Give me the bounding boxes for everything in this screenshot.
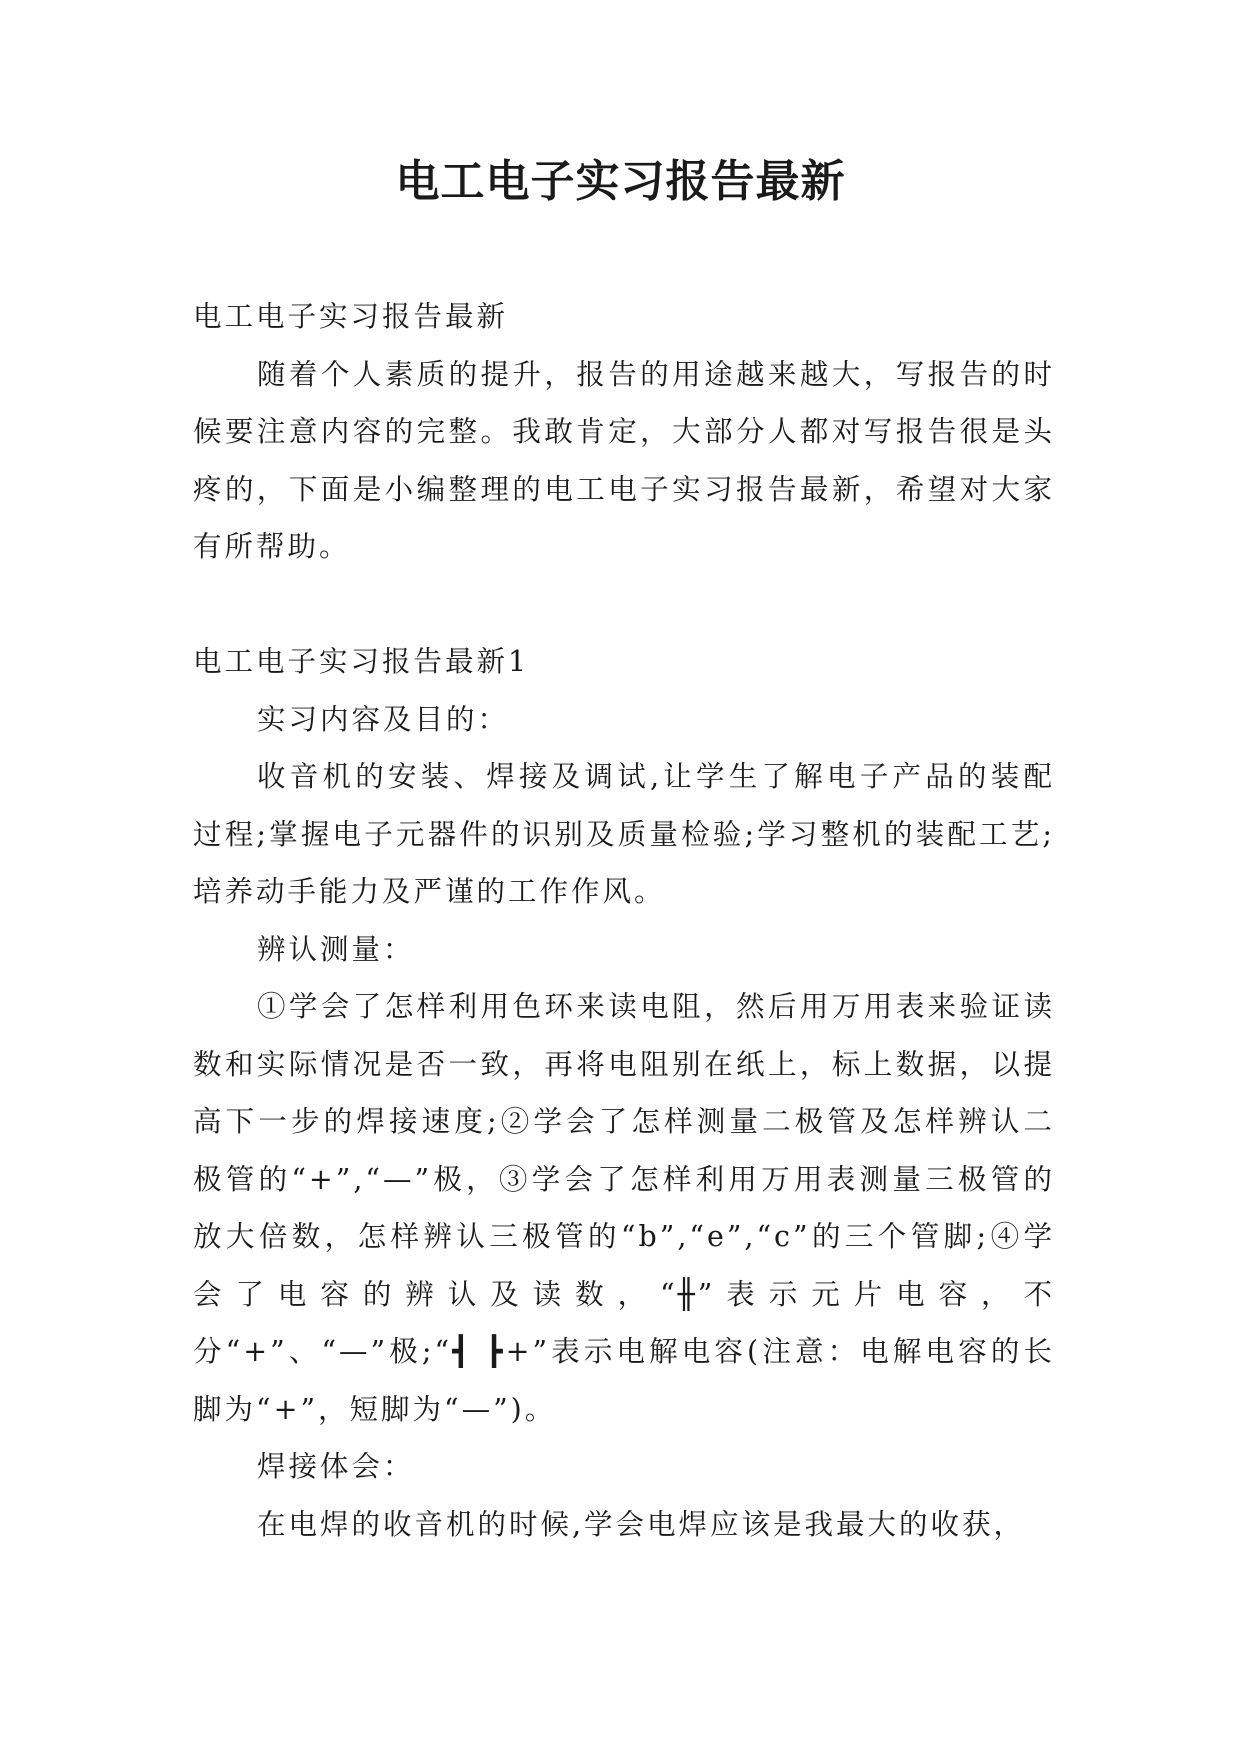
subheading-paragraph: 焊接体会：	[257, 1450, 415, 1483]
body-paragraph: 收音机的安装、焊接及调试,让学生了解电子产品的装配过程;掌握电子元器件的识别及质量检验;学习整机的装配工艺;培养动手能力及严谨的工作作风。	[193, 760, 1055, 908]
document-body	[193, 288, 1055, 1553]
subheading-paragraph: 辨认测量：	[257, 932, 415, 966]
body-paragraph: ①学会了怎样利用色环来读电阻，然后用万用表来验证读数和实际情况是否一致，再将电阻别在纸上，标上数据，以提高下一步的焊接速度;②学会了怎样测量二极管及怎样辨认二极管的“+”,“—”极，③学会了怎样利用万用表测量三极管的放大倍数，怎样辨认三极管的“b”,“e”,“c”的三个管脚;④学会了电容的辨认及读数，“╫”表示元片电容，不分“+”、“—”极;“┫ ┣+”表示电解电容(注意：电解电容的长脚为“+”，短脚为“—”)。	[193, 990, 1055, 1426]
section-heading: 电工电子实习报告最新	[193, 300, 509, 333]
document-title: 电工电子实习报告最新	[395, 156, 846, 207]
paragraph-spacer	[193, 576, 1055, 634]
subheading-paragraph: 实习内容及目的：	[257, 702, 510, 736]
intro-paragraph: 随着个人素质的提升，报告的用途越来越大，写报告的时候要注意内容的完整。我敢肯定，大部分人都对写报告很是头疼的，下面是小编整理的电工电子实习报告最新，希望对大家有所帮助。	[193, 357, 1055, 563]
body-paragraph: 在电焊的收音机的时候,学会电焊应该是我最大的收获，	[257, 1507, 1026, 1541]
section-heading: 电工电子实习报告最新1	[193, 645, 530, 678]
